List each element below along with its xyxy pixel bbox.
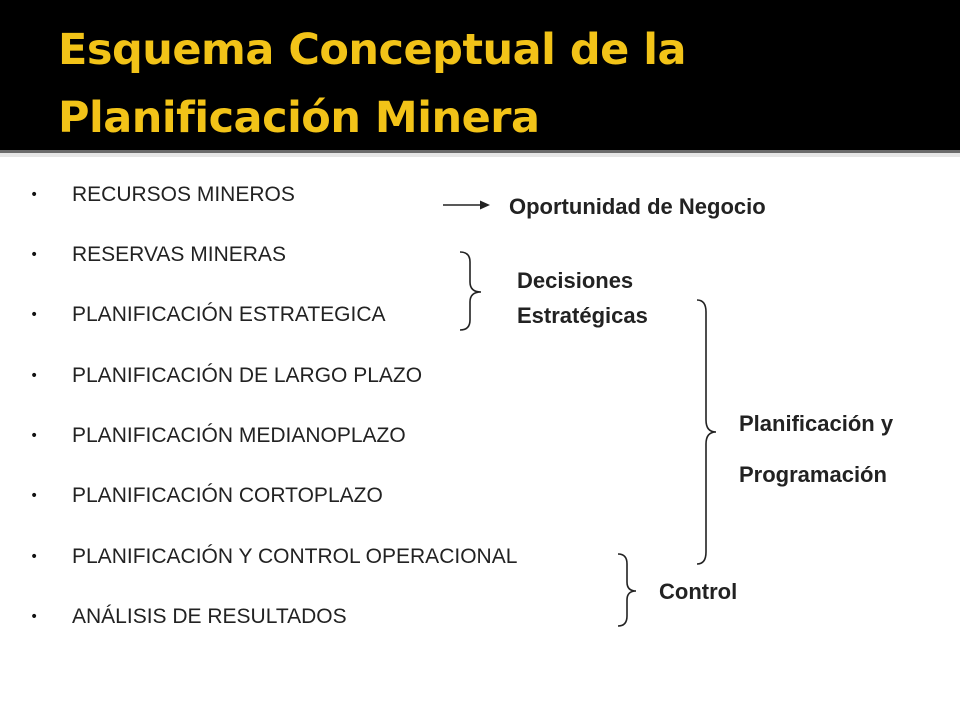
list-item-label: PLANIFICACIÓN Y CONTROL OPERACIONAL bbox=[72, 545, 518, 568]
list-item-label: PLANIFICACIÓN MEDIANOPLAZO bbox=[72, 424, 406, 447]
bullet-icon: • bbox=[30, 428, 39, 444]
bullet-icon: • bbox=[30, 247, 39, 263]
list-item-label: RESERVAS MINERAS bbox=[72, 243, 286, 266]
list-item-label: PLANIFICACIÓN ESTRATEGICA bbox=[72, 303, 386, 326]
label-control: Control bbox=[659, 579, 738, 604]
brace-planificacion-icon bbox=[697, 300, 716, 564]
label-oportunidad: Oportunidad de Negocio bbox=[509, 194, 766, 219]
list-item-label: RECURSOS MINEROS bbox=[72, 183, 295, 206]
list-item-label: PLANIFICACIÓN DE LARGO PLAZO bbox=[72, 364, 423, 387]
brace-decisiones-icon bbox=[460, 252, 481, 330]
brace-control-icon bbox=[618, 554, 636, 626]
bullet-icon: • bbox=[30, 368, 39, 384]
bullet-icon: • bbox=[30, 488, 39, 504]
slide-title-line-2: Planificación Minera bbox=[58, 93, 540, 143]
bullet-icon: • bbox=[30, 307, 39, 323]
label-planificacion-line-2: Programación bbox=[739, 462, 887, 487]
bullet-icon: • bbox=[30, 187, 39, 203]
label-decisiones-line-2: Estratégicas bbox=[517, 303, 648, 328]
list-item-label: PLANIFICACIÓN CORTOPLAZO bbox=[72, 484, 383, 507]
list-item-label: ANÁLISIS DE RESULTADOS bbox=[72, 605, 347, 628]
bullet-icon: • bbox=[30, 609, 39, 625]
slide-title-line-1: Esquema Conceptual de la bbox=[58, 25, 687, 75]
label-planificacion-line-1: Planificación y bbox=[739, 411, 894, 436]
bullet-icon: • bbox=[30, 549, 39, 565]
label-decisiones-line-1: Decisiones bbox=[517, 268, 634, 293]
arrow-right-icon bbox=[443, 201, 490, 210]
